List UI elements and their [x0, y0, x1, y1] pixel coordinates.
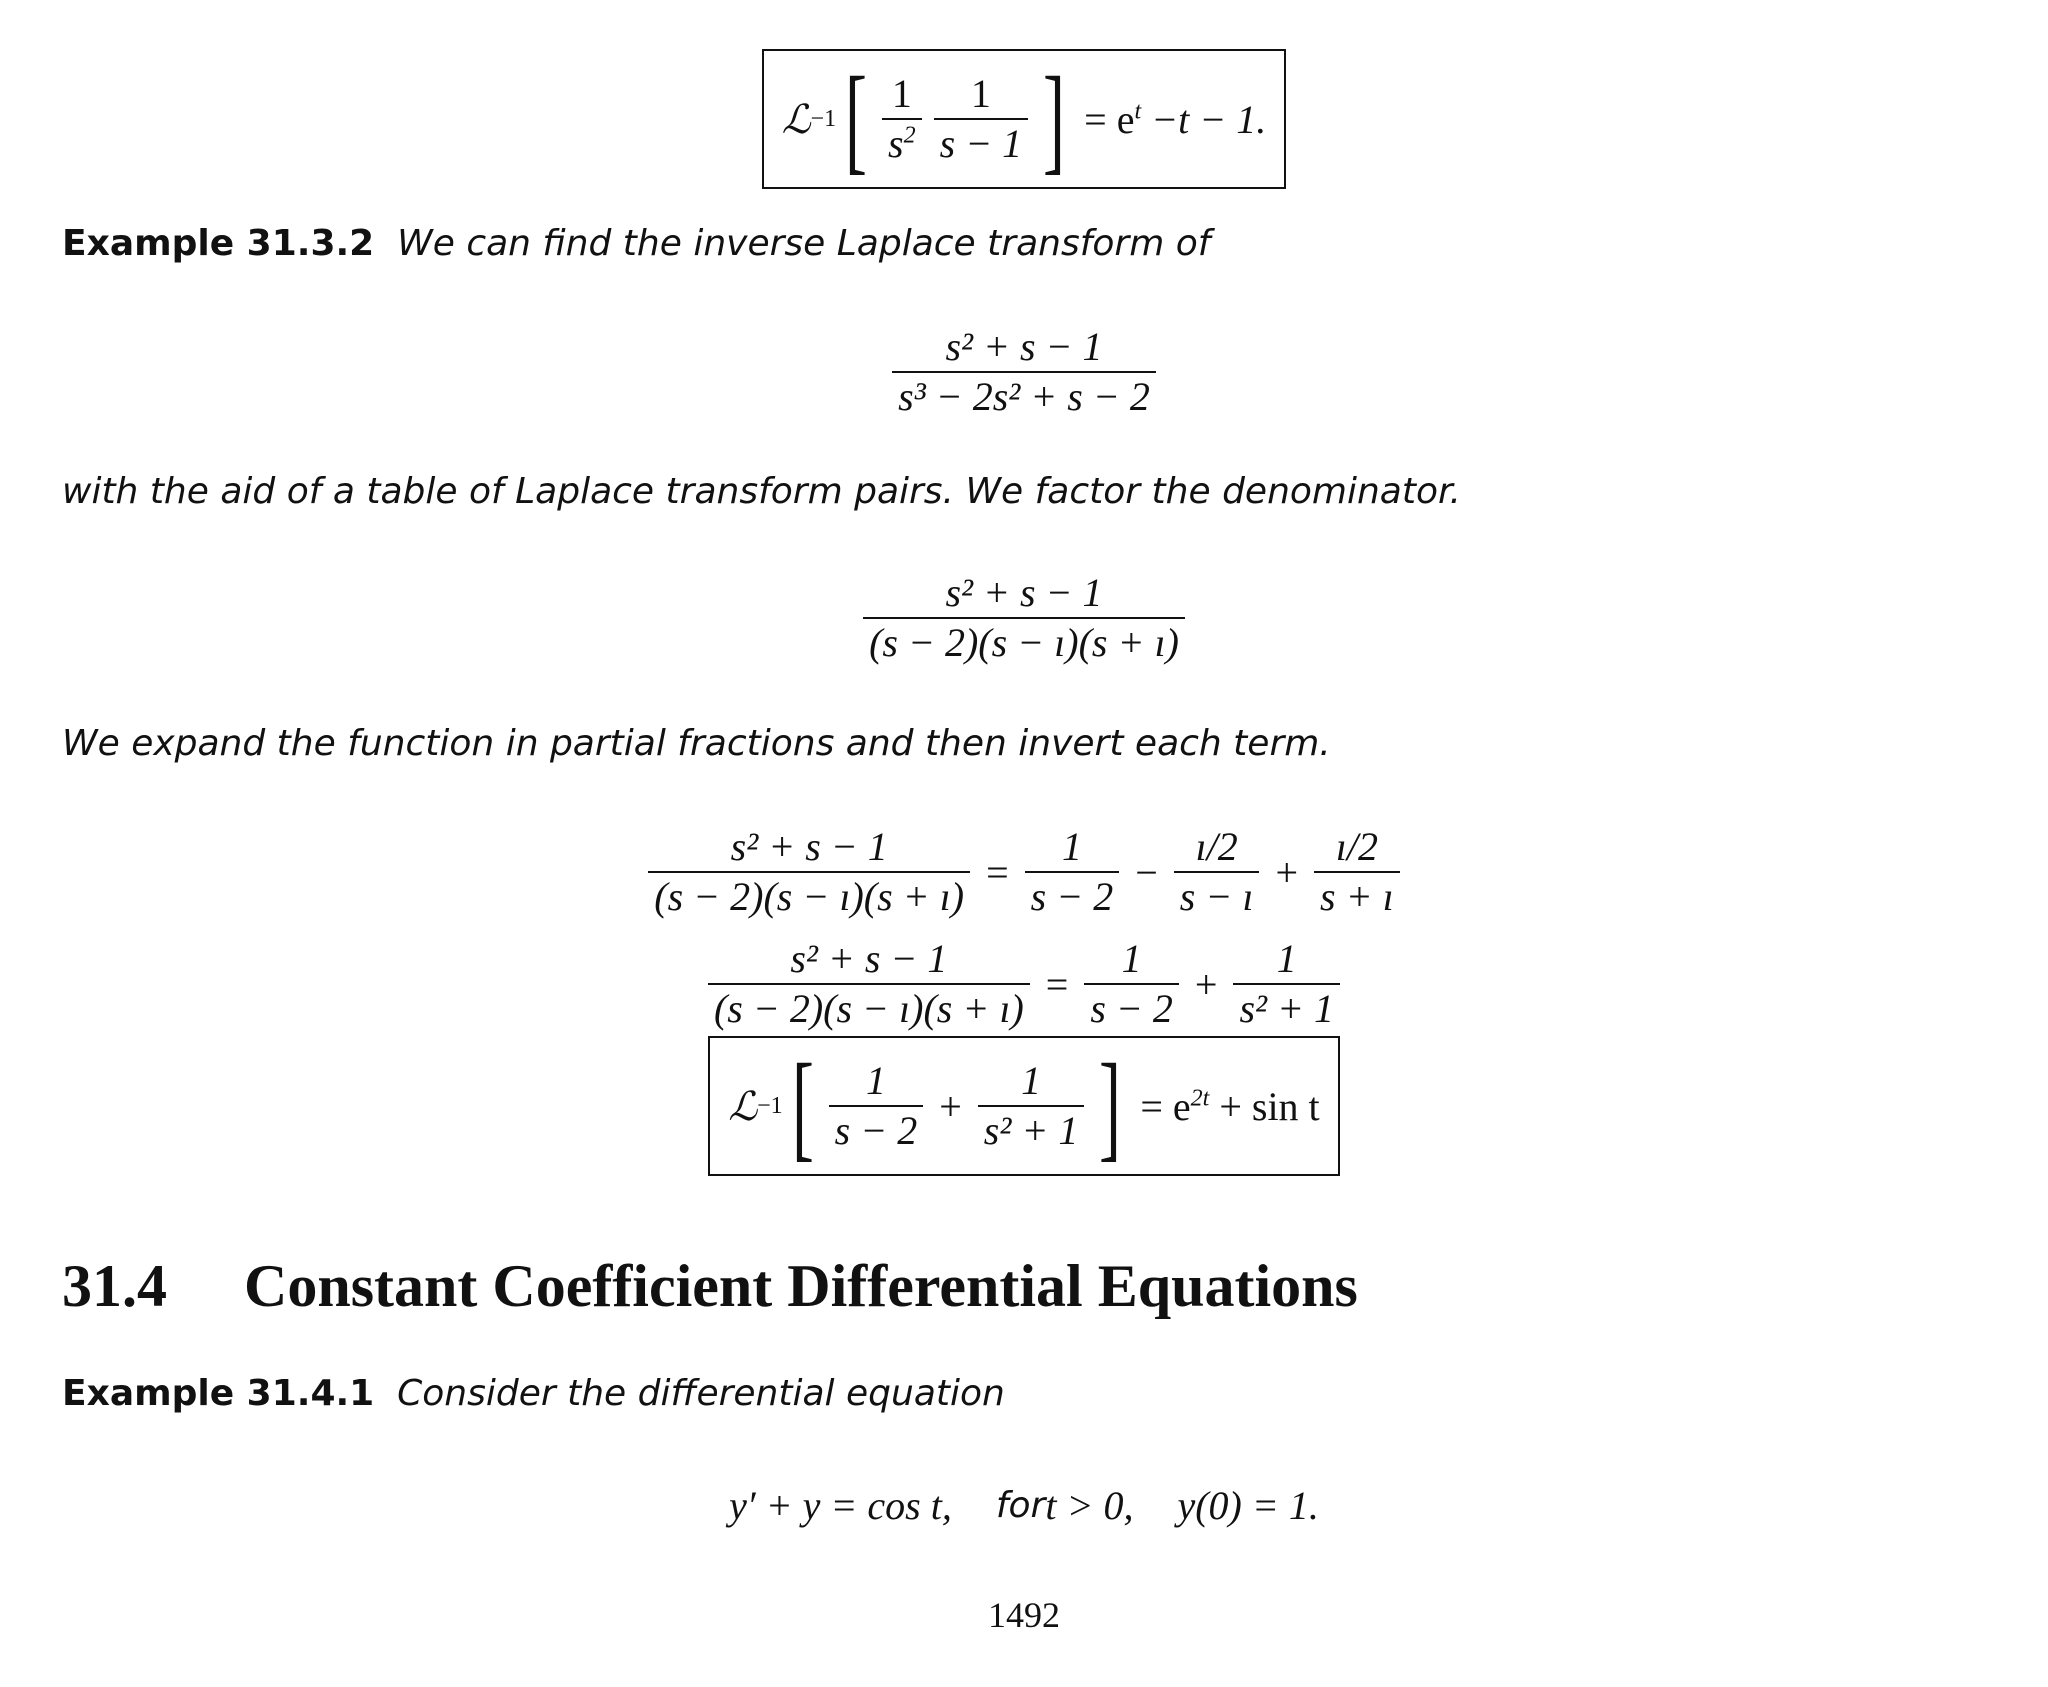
equation-box: ℒ −1 [ $\frac{1}{s^2}$ $\frac{1}{s - 1}$ ] = $e^t -t - 1$.	[762, 49, 1287, 189]
fraction-lhs: $\frac{\text{s² + s − 1}}{(s - 2)(s - ı)(s + ı)}$	[708, 937, 1030, 1031]
fraction-lhs: $\frac{\text{s² + s − 1}}{(s - 2)(s - ı)(s + ı)}$	[648, 825, 970, 919]
equals-sign: =	[986, 849, 1009, 895]
fraction-numerator: 1	[891, 71, 912, 116]
plus-sign: +	[939, 1083, 962, 1129]
fraction	[892, 325, 1156, 419]
equation-simplified-expansion	[0, 934, 2048, 1034]
fraction	[863, 571, 1185, 665]
condition-expression: t > 0,	[1045, 1482, 1134, 1528]
example-label: Example 31.4.1	[62, 1373, 375, 1414]
equation-partial-fraction-expansion	[0, 822, 2048, 922]
right-bracket: ]	[1043, 52, 1066, 185]
initial-condition: y(0) = 1.	[1177, 1482, 1319, 1528]
equation-rhs: $e^t -t - 1$.	[1116, 96, 1267, 142]
paragraph-factor-denominator: with the aid of a table of Laplace transform pairs. We factor the denominator.	[62, 471, 1461, 512]
condition-word: for	[995, 1484, 1046, 1526]
laplace-operator: ℒ	[728, 1083, 758, 1129]
equation-boxed-inverse-laplace-1	[0, 52, 2048, 185]
laplace-operator: ℒ	[781, 96, 811, 142]
left-bracket: [	[845, 52, 868, 185]
fraction-numerator: 1	[970, 71, 991, 116]
equation-boxed-inverse-laplace-2	[0, 1039, 2048, 1172]
paragraph-partial-fractions: We expand the function in partial fractions and then invert each term.	[62, 723, 1331, 764]
fraction-1	[882, 72, 922, 166]
fraction-term-3: $\frac{ı/2}{s + ı}$	[1314, 825, 1400, 919]
equation-differential	[0, 1475, 2048, 1535]
plus-sign: +	[1275, 849, 1299, 895]
fraction-denominator: s³ − 2s² + s − 2	[898, 374, 1150, 419]
plus-sign: +	[1194, 961, 1218, 1007]
equation-box: ℒ −1 [ $\frac{1}{s - 2}$ + $\frac{1}{\text{s² + 1}}$ ] = $e^{2t} + \sin t$	[708, 1036, 1339, 1176]
fraction-denominator: $s^2$	[888, 121, 916, 166]
equation-rhs: $e^{2t} + \sin t$	[1172, 1083, 1320, 1129]
section-title: Constant Coefficient Differential Equations	[244, 1253, 1358, 1319]
fraction-denominator: s − 1	[939, 121, 1023, 166]
equals-sign: =	[1084, 96, 1107, 142]
fraction-2	[934, 72, 1029, 166]
fraction-numerator: s² + s − 1	[945, 570, 1103, 615]
equals-sign: =	[1045, 961, 1069, 1007]
fraction-denominator: (s − 2)(s − ı)(s + ı)	[869, 620, 1179, 665]
fraction-term-1: $\frac{1}{s - 2}$	[1084, 937, 1179, 1031]
example-paragraph-31-4-1	[62, 1372, 1005, 1416]
fraction-term-1: $\frac{1}{s - 2}$	[1025, 825, 1120, 919]
equation-factored	[0, 568, 2048, 668]
example-text: Consider the differential equation	[397, 1373, 1005, 1414]
left-bracket: [	[791, 1039, 814, 1172]
fraction-numerator: s² + s − 1	[945, 324, 1103, 369]
example-paragraph-31-3-2	[62, 222, 1210, 266]
equals-sign: =	[1140, 1083, 1163, 1129]
example-label: Example 31.3.2	[62, 223, 375, 264]
equation-lhs: y′ + y = cos t,	[729, 1482, 952, 1528]
page-number: 1492	[988, 1595, 1060, 1635]
example-text: We can find the inverse Laplace transform of	[397, 223, 1211, 264]
fraction-1: $\frac{1}{s - 2}$	[829, 1059, 924, 1153]
fraction-term-2: $\frac{1}{\text{s² + 1}}$	[1233, 937, 1340, 1031]
minus-sign: −	[1135, 849, 1158, 895]
section-heading	[62, 1252, 1358, 1321]
right-bracket: ]	[1099, 1039, 1122, 1172]
fraction-2: $\frac{1}{\text{s² + 1}}$	[978, 1059, 1085, 1153]
fraction-term-2: $\frac{ı/2}{s - ı}$	[1174, 825, 1260, 919]
equation-rational-function	[0, 322, 2048, 422]
section-number: 31.4	[62, 1253, 167, 1319]
